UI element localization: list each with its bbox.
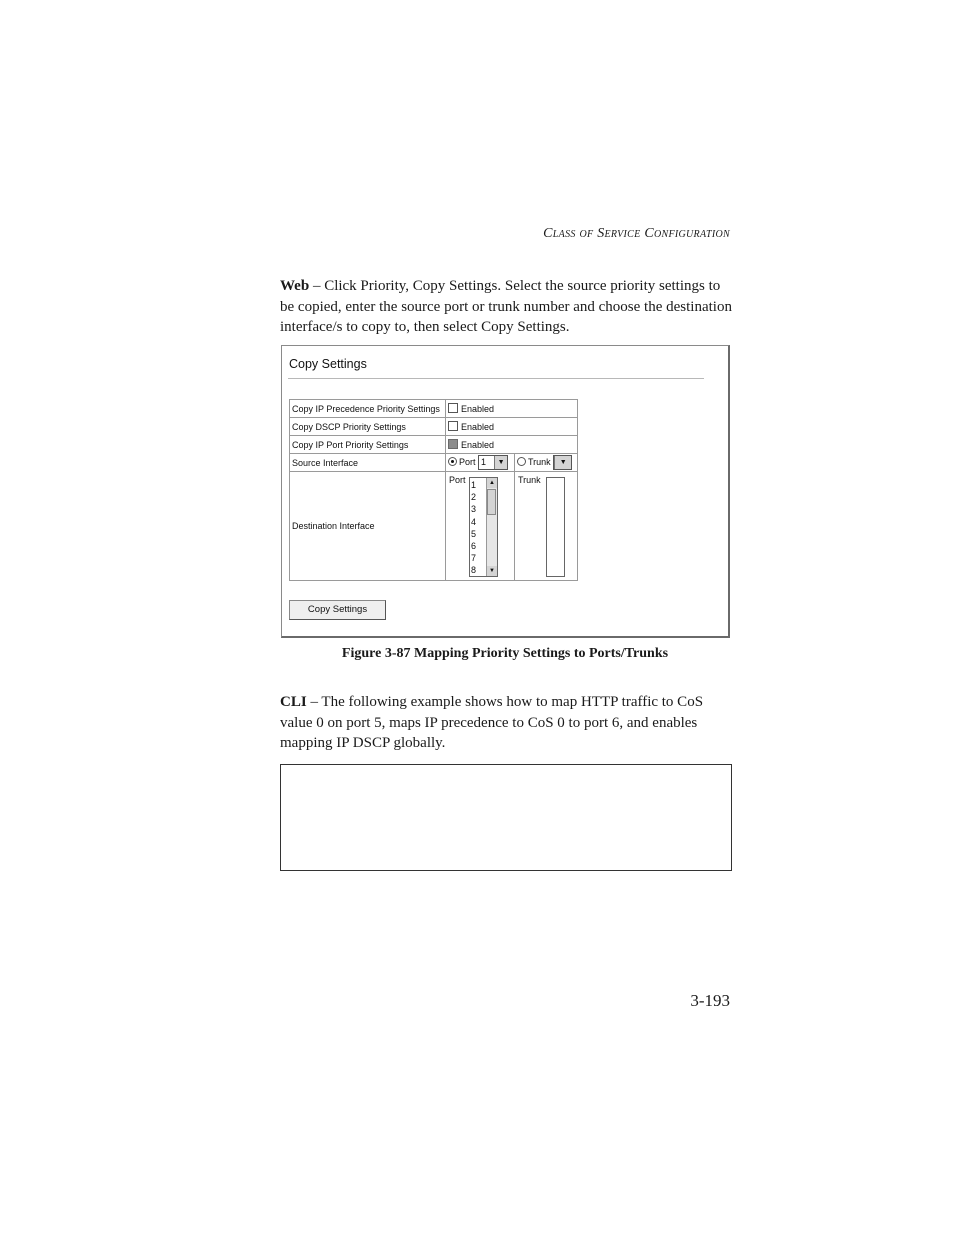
- list-item[interactable]: 3: [471, 504, 477, 515]
- table-row: [290, 418, 578, 436]
- web-lead: Web: [280, 278, 310, 294]
- web-text: – Click Priority, Copy Settings. Select the source priority settings to be copied, enter the source port or trunk number and choose the destination interface/s to copy to, then select Copy Settings.: [280, 278, 732, 335]
- cli-paragraph: [280, 692, 732, 754]
- destination-port-label: Port: [449, 475, 466, 485]
- port-list-scrollbar[interactable]: [486, 478, 497, 576]
- cli-example-box: [280, 764, 732, 871]
- port-list-items: [471, 479, 476, 577]
- running-header: Class of Service Configuration: [543, 226, 730, 241]
- dscp-checkbox[interactable]: [448, 421, 458, 431]
- source-port-value: 1: [481, 457, 487, 467]
- source-interface-label: Source Interface: [290, 454, 446, 472]
- scroll-thumb[interactable]: [487, 489, 496, 515]
- destination-port-cell: [446, 472, 515, 581]
- settings-table: [289, 399, 578, 581]
- destination-trunk-list[interactable]: [546, 477, 565, 577]
- destination-trunk-label: Trunk: [518, 475, 541, 485]
- destination-trunk-cell: [515, 472, 578, 581]
- dscp-option: [446, 418, 578, 436]
- source-port-radio[interactable]: [448, 457, 457, 466]
- title-divider: [288, 378, 704, 379]
- list-item[interactable]: 1: [471, 480, 477, 490]
- table-row: [290, 436, 578, 454]
- ip-port-enabled-label: Enabled: [461, 440, 495, 450]
- ip-port-label: Copy IP Port Priority Settings: [290, 436, 446, 454]
- dscp-label: Copy DSCP Priority Settings: [290, 418, 446, 436]
- cli-text: – The following example shows how to map HTTP traffic to CoS value 0 on port 5, maps IP precedence to CoS 0 to port 6, and enables mapping IP DSCP globally.: [280, 694, 704, 751]
- cli-lead: CLI: [280, 694, 307, 710]
- list-item[interactable]: 5: [471, 528, 477, 539]
- chevron-down-icon[interactable]: ▼: [494, 456, 507, 469]
- ip-precedence-label: Copy IP Precedence Priority Settings: [290, 400, 446, 418]
- copy-settings-button[interactable]: Copy Settings: [289, 600, 386, 620]
- ip-precedence-checkbox[interactable]: [448, 403, 458, 413]
- destination-port-list[interactable]: [469, 477, 498, 577]
- ip-port-option: [446, 436, 578, 454]
- table-row: [290, 454, 578, 472]
- list-item[interactable]: 2: [471, 492, 477, 503]
- source-trunk-radio[interactable]: [517, 457, 526, 466]
- panel-title: Copy Settings: [289, 357, 367, 371]
- chevron-up-icon[interactable]: ▲: [487, 478, 497, 488]
- table-row: [290, 400, 578, 418]
- web-paragraph: [280, 276, 732, 338]
- destination-interface-label: Destination Interface: [290, 472, 446, 581]
- list-item[interactable]: 4: [471, 516, 477, 527]
- ip-port-checkbox[interactable]: [448, 439, 458, 449]
- source-trunk-cell: [515, 454, 578, 472]
- chevron-down-icon[interactable]: ▼: [487, 566, 497, 576]
- dscp-enabled-label: Enabled: [461, 422, 495, 432]
- source-port-select[interactable]: [478, 455, 508, 470]
- figure-caption: Figure 3-87 Mapping Priority Settings to Ports/Trunks: [341, 646, 669, 661]
- copy-settings-screenshot: [281, 345, 730, 638]
- source-port-label: Port: [459, 456, 476, 467]
- page-number: 3-193: [690, 991, 730, 1010]
- chevron-down-icon[interactable]: ▼: [554, 456, 571, 469]
- source-trunk-select[interactable]: [553, 455, 572, 470]
- table-row: [290, 472, 578, 581]
- list-item[interactable]: 7: [471, 553, 477, 564]
- list-item[interactable]: 8: [471, 565, 477, 576]
- source-port-cell: [446, 454, 515, 472]
- ip-precedence-option: [446, 400, 578, 418]
- source-trunk-label: Trunk: [528, 456, 551, 467]
- list-item[interactable]: 6: [471, 541, 477, 552]
- ip-precedence-enabled-label: Enabled: [461, 404, 495, 414]
